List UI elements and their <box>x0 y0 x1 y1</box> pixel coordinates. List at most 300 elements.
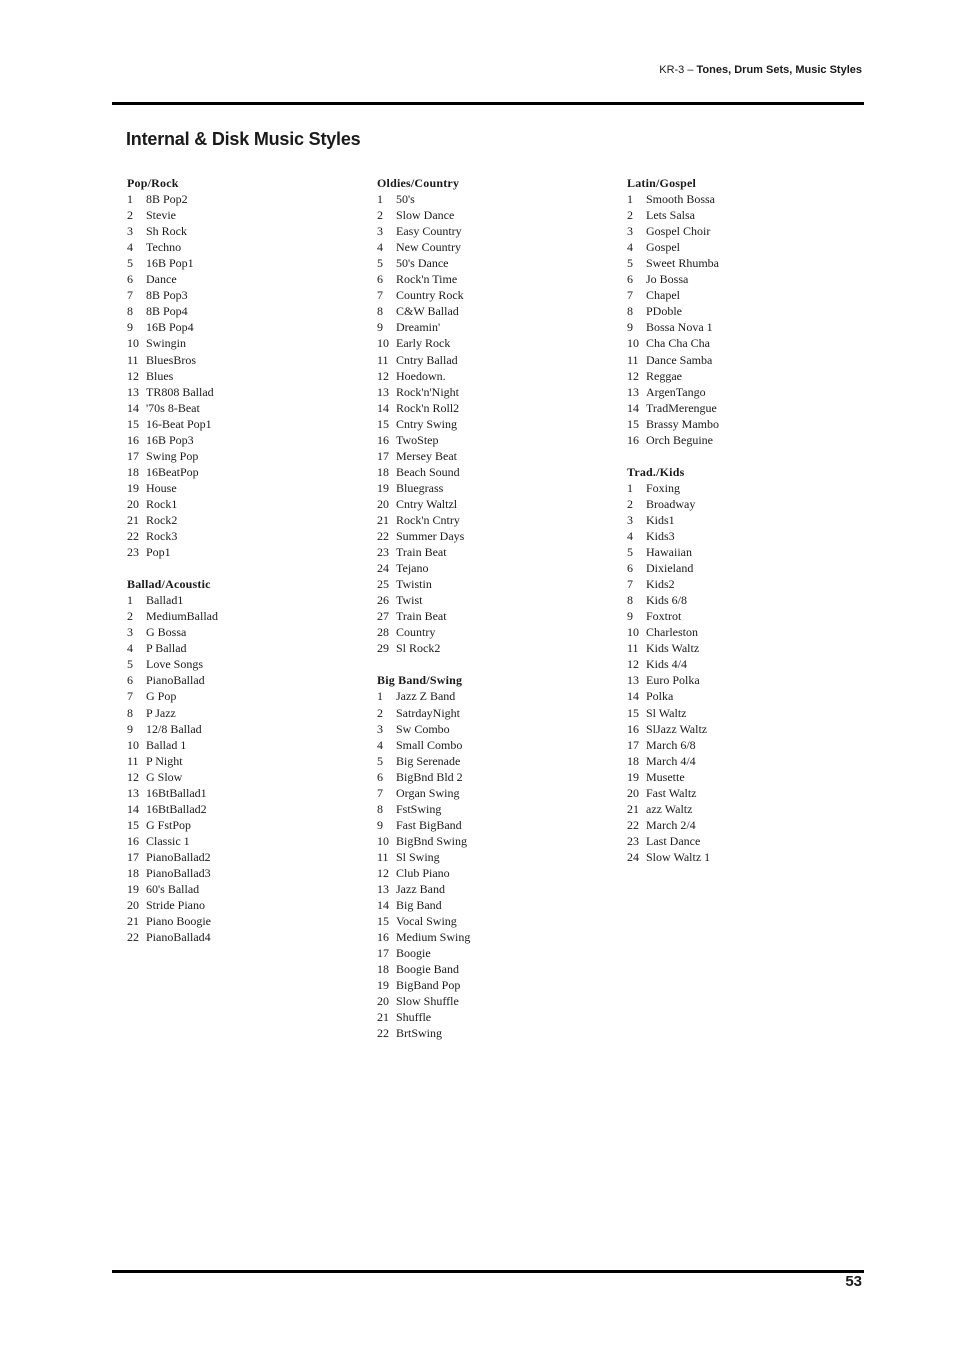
page-number: 53 <box>845 1273 862 1290</box>
column-1 <box>127 175 357 961</box>
style-row <box>377 271 607 287</box>
style-number: 3 <box>377 721 383 736</box>
style-row <box>627 207 857 223</box>
style-number: 14 <box>627 689 639 704</box>
style-row <box>377 287 607 303</box>
style-name: Slow Waltz 1 <box>646 849 711 864</box>
style-number: 16 <box>377 432 389 447</box>
style-number: 2 <box>377 208 383 223</box>
style-number: 12 <box>377 865 389 880</box>
style-row <box>127 913 357 929</box>
page-title: Internal & Disk Music Styles <box>126 129 361 149</box>
style-row <box>377 384 607 400</box>
style-row <box>127 769 357 785</box>
style-number: 21 <box>377 1010 389 1025</box>
style-number: 3 <box>627 512 633 527</box>
style-row <box>627 833 857 849</box>
style-row <box>377 881 607 897</box>
style-row <box>127 432 357 448</box>
style-name: Club Piano <box>396 865 450 880</box>
style-number: 3 <box>127 625 133 640</box>
style-name: Blues <box>146 368 174 383</box>
style-name: Tejano <box>396 561 429 576</box>
style-number: 7 <box>627 577 633 592</box>
style-name: Summer Days <box>396 529 465 544</box>
style-name: Easy Country <box>396 224 462 239</box>
style-name: Gospel <box>646 240 680 255</box>
style-number: 1 <box>627 192 633 207</box>
style-row <box>627 544 857 560</box>
style-name: House <box>146 480 177 495</box>
column-2 <box>377 175 607 1057</box>
style-row <box>127 464 357 480</box>
style-number: 3 <box>627 224 633 239</box>
style-name: BigBnd Swing <box>396 833 468 848</box>
style-name: P Ballad <box>146 641 187 656</box>
style-number: 2 <box>127 609 133 624</box>
style-row <box>377 400 607 416</box>
style-name: Fast Waltz <box>646 785 697 800</box>
style-row <box>627 480 857 496</box>
style-name: G Pop <box>146 689 177 704</box>
style-name: 50's Dance <box>396 256 449 271</box>
style-number: 14 <box>377 898 389 913</box>
style-name: Piano Boogie <box>146 914 211 929</box>
style-name: Pop1 <box>146 545 171 560</box>
style-row <box>377 945 607 961</box>
style-number: 7 <box>127 288 133 303</box>
style-row <box>627 672 857 688</box>
style-category <box>627 464 857 865</box>
style-row <box>127 881 357 897</box>
style-number: 14 <box>377 400 389 415</box>
style-number: 14 <box>627 400 639 415</box>
style-name: Early Rock <box>396 336 451 351</box>
style-number: 2 <box>627 496 633 511</box>
style-row <box>377 319 607 335</box>
style-name: Sweet Rhumba <box>646 256 719 271</box>
style-category <box>377 672 607 1041</box>
style-number: 15 <box>127 416 139 431</box>
bottom-rule <box>112 1270 864 1273</box>
style-row <box>377 849 607 865</box>
style-row <box>127 480 357 496</box>
style-row <box>127 833 357 849</box>
style-number: 10 <box>377 336 389 351</box>
style-row <box>627 416 857 432</box>
style-row <box>377 608 607 624</box>
style-name: Techno <box>146 240 182 255</box>
style-row <box>127 207 357 223</box>
style-row <box>127 753 357 769</box>
style-name: FstSwing <box>396 801 442 816</box>
style-name: Kids 4/4 <box>646 657 688 672</box>
style-name: TR808 Ballad <box>146 384 214 399</box>
style-number: 15 <box>627 416 639 431</box>
style-row <box>127 929 357 945</box>
category-heading: Trad./Kids <box>627 464 685 479</box>
style-number: 20 <box>627 785 639 800</box>
style-row <box>127 608 357 624</box>
style-name: Cntry Waltzl <box>396 496 458 511</box>
style-name: Fast BigBand <box>396 817 462 832</box>
style-number: 16 <box>127 432 139 447</box>
style-row <box>627 688 857 704</box>
style-row <box>377 448 607 464</box>
style-number: 5 <box>377 256 383 271</box>
style-number: 19 <box>377 480 389 495</box>
style-row <box>127 640 357 656</box>
style-row <box>127 335 357 351</box>
style-row <box>127 384 357 400</box>
style-row <box>127 721 357 737</box>
style-name: PDoble <box>646 304 682 319</box>
style-number: 11 <box>377 849 389 864</box>
style-row <box>377 352 607 368</box>
style-row <box>377 239 607 255</box>
style-name: 16B Pop4 <box>146 320 194 335</box>
style-row <box>377 737 607 753</box>
style-row <box>627 352 857 368</box>
style-name: Rock'n Time <box>396 272 458 287</box>
style-name: Lets Salsa <box>646 208 695 223</box>
style-number: 12 <box>627 368 639 383</box>
style-name: Slow Dance <box>396 208 455 223</box>
style-number: 9 <box>127 721 133 736</box>
style-name: Ballad1 <box>146 593 184 608</box>
style-name: 12/8 Ballad <box>146 721 202 736</box>
style-row <box>127 801 357 817</box>
style-name: 8B Pop3 <box>146 288 188 303</box>
style-name: Kids 6/8 <box>646 593 688 608</box>
style-number: 4 <box>627 240 633 255</box>
style-number: 13 <box>377 882 389 897</box>
style-name: Train Beat <box>396 545 447 560</box>
style-row <box>377 688 607 704</box>
style-name: March 4/4 <box>646 753 696 768</box>
style-row <box>627 624 857 640</box>
style-name: Musette <box>646 769 685 784</box>
style-row <box>627 785 857 801</box>
style-name: Country Rock <box>396 288 464 303</box>
top-rule <box>112 102 864 105</box>
style-row <box>377 432 607 448</box>
style-row <box>627 656 857 672</box>
style-number: 7 <box>377 288 383 303</box>
style-name: PianoBallad3 <box>146 865 211 880</box>
style-name: Hawaiian <box>646 545 692 560</box>
style-number: 8 <box>127 705 133 720</box>
style-name: Cntry Swing <box>396 416 458 431</box>
style-name: Shuffle <box>396 1010 432 1025</box>
style-name: 60's Ballad <box>146 882 200 897</box>
style-number: 25 <box>377 577 389 592</box>
style-number: 17 <box>377 448 389 463</box>
style-row <box>127 303 357 319</box>
style-name: Broadway <box>646 496 696 511</box>
style-name: Smooth Bossa <box>646 192 716 207</box>
style-number: 5 <box>127 256 133 271</box>
style-number: 11 <box>627 352 639 367</box>
style-row <box>627 737 857 753</box>
style-number: 11 <box>127 753 139 768</box>
style-row <box>377 416 607 432</box>
style-row <box>627 335 857 351</box>
style-number: 1 <box>377 192 383 207</box>
style-row <box>127 255 357 271</box>
style-number: 2 <box>377 705 383 720</box>
style-name: ArgenTango <box>646 384 706 399</box>
style-row <box>627 576 857 592</box>
style-name: Kids2 <box>646 577 675 592</box>
style-name: G Bossa <box>146 625 187 640</box>
style-row <box>627 721 857 737</box>
style-number: 11 <box>127 352 139 367</box>
style-name: Rock'n Roll2 <box>396 400 460 415</box>
style-name: New Country <box>396 240 461 255</box>
style-name: SatrdayNight <box>396 705 460 720</box>
style-row <box>127 223 357 239</box>
style-name: Boogie <box>396 946 431 961</box>
style-name: Swingin <box>146 336 187 351</box>
style-name: G Slow <box>146 769 183 784</box>
style-number: 13 <box>127 384 139 399</box>
style-number: 18 <box>627 753 639 768</box>
style-name: Cntry Ballad <box>396 352 458 367</box>
style-number: 9 <box>377 817 383 832</box>
style-number: 10 <box>377 833 389 848</box>
style-number: 16 <box>127 833 139 848</box>
style-row <box>127 688 357 704</box>
style-row <box>377 785 607 801</box>
style-number: 22 <box>627 817 639 832</box>
style-number: 1 <box>377 689 383 704</box>
style-name: 16BtBallad2 <box>146 801 207 816</box>
style-row <box>377 769 607 785</box>
style-row <box>377 464 607 480</box>
style-row <box>627 384 857 400</box>
style-name: PianoBallad <box>146 673 205 688</box>
style-row <box>627 753 857 769</box>
style-name: Kids1 <box>646 512 675 527</box>
style-number: 18 <box>377 962 389 977</box>
style-row <box>377 705 607 721</box>
style-row <box>377 335 607 351</box>
category-heading: Oldies/Country <box>377 176 460 190</box>
style-name: BigBnd Bld 2 <box>396 769 463 784</box>
style-name: Big Serenade <box>396 753 461 768</box>
category-heading: Latin/Gospel <box>627 176 697 190</box>
style-name: March 6/8 <box>646 737 696 752</box>
style-number: 6 <box>377 272 383 287</box>
style-row <box>127 319 357 335</box>
style-name: Sl Waltz <box>646 705 687 720</box>
style-name: Sw Combo <box>396 721 450 736</box>
style-row <box>377 368 607 384</box>
style-name: Classic 1 <box>146 833 190 848</box>
style-row <box>627 608 857 624</box>
style-row <box>377 255 607 271</box>
style-name: BluesBros <box>146 352 197 367</box>
style-name: Sl Swing <box>396 849 440 864</box>
style-number: 4 <box>627 528 633 543</box>
style-row <box>627 400 857 416</box>
style-row <box>127 705 357 721</box>
style-number: 13 <box>127 785 139 800</box>
style-row <box>127 544 357 560</box>
style-number: 4 <box>377 737 383 752</box>
style-row <box>377 496 607 512</box>
style-number: 8 <box>377 801 383 816</box>
style-name: Dance Samba <box>646 352 713 367</box>
style-row <box>377 913 607 929</box>
style-name: Cha Cha Cha <box>646 336 710 351</box>
style-row <box>627 640 857 656</box>
style-row <box>627 512 857 528</box>
style-name: Sh Rock <box>146 224 188 239</box>
style-name: Hoedown. <box>396 368 446 383</box>
style-name: Love Songs <box>146 657 203 672</box>
style-name: Vocal Swing <box>396 914 457 929</box>
style-name: Foxing <box>646 480 681 495</box>
style-row <box>627 271 857 287</box>
style-name: BigBand Pop <box>396 978 461 993</box>
style-number: 22 <box>127 529 139 544</box>
style-name: MediumBallad <box>146 609 218 624</box>
style-name: Jo Bossa <box>646 272 689 287</box>
style-number: 18 <box>377 464 389 479</box>
style-number: 11 <box>627 641 639 656</box>
style-number: 1 <box>127 192 133 207</box>
style-number: 1 <box>127 593 133 608</box>
style-number: 18 <box>127 865 139 880</box>
style-number: 9 <box>127 320 133 335</box>
style-name: 16B Pop3 <box>146 432 194 447</box>
style-number: 10 <box>627 625 639 640</box>
style-name: '70s 8-Beat <box>146 400 200 415</box>
style-number: 16 <box>627 721 639 736</box>
style-number: 28 <box>377 625 389 640</box>
style-number: 5 <box>627 256 633 271</box>
style-row <box>127 592 357 608</box>
style-name: Train Beat <box>396 609 447 624</box>
style-row <box>627 769 857 785</box>
style-row <box>377 977 607 993</box>
header-section: Tones, Drum Sets, Music Styles <box>696 64 862 76</box>
style-number: 5 <box>627 545 633 560</box>
style-number: 12 <box>377 368 389 383</box>
style-name: Brassy Mambo <box>646 416 719 431</box>
style-row <box>627 496 857 512</box>
style-row <box>127 416 357 432</box>
style-name: Bossa Nova 1 <box>646 320 713 335</box>
style-name: P Night <box>146 753 183 768</box>
style-number: 16 <box>627 432 639 447</box>
style-name: Chapel <box>646 288 680 303</box>
style-number: 15 <box>377 914 389 929</box>
style-name: SlJazz Waltz <box>646 721 708 736</box>
style-name: Stride Piano <box>146 898 205 913</box>
style-row <box>377 1025 607 1041</box>
style-row <box>377 207 607 223</box>
style-row <box>127 191 357 207</box>
style-number: 22 <box>377 529 389 544</box>
style-name: Euro Polka <box>646 673 700 688</box>
style-number: 6 <box>627 272 633 287</box>
style-row <box>127 817 357 833</box>
style-number: 20 <box>127 898 139 913</box>
style-number: 23 <box>377 545 389 560</box>
style-number: 9 <box>377 320 383 335</box>
style-number: 19 <box>377 978 389 993</box>
style-row <box>127 287 357 303</box>
style-name: Big Band <box>396 898 442 913</box>
style-name: Stevie <box>146 208 176 223</box>
style-number: 22 <box>377 1026 389 1041</box>
style-row <box>627 303 857 319</box>
style-name: C&W Ballad <box>396 304 459 319</box>
style-name: 16BeatPop <box>146 464 199 479</box>
style-number: 20 <box>127 496 139 511</box>
style-row <box>627 528 857 544</box>
style-name: Kids Waltz <box>646 641 700 656</box>
style-name: Beach Sound <box>396 464 460 479</box>
style-name: Last Dance <box>646 833 701 848</box>
style-number: 4 <box>127 240 133 255</box>
style-number: 13 <box>377 384 389 399</box>
style-name: TradMerengue <box>646 400 717 415</box>
style-row <box>127 400 357 416</box>
style-number: 21 <box>377 512 389 527</box>
style-name: Rock'n Cntry <box>396 512 460 527</box>
style-name: Gospel Choir <box>646 224 711 239</box>
style-row <box>127 448 357 464</box>
style-number: 7 <box>377 785 383 800</box>
style-name: Reggae <box>646 368 682 383</box>
style-row <box>377 303 607 319</box>
style-row <box>377 223 607 239</box>
category-heading: Ballad/Acoustic <box>127 577 211 592</box>
style-number: 14 <box>127 801 139 816</box>
style-name: March 2/4 <box>646 817 696 832</box>
style-number: 5 <box>127 657 133 672</box>
style-name: 16BtBallad1 <box>146 785 207 800</box>
style-row <box>627 319 857 335</box>
style-name: 50's <box>396 192 415 207</box>
style-row <box>627 817 857 833</box>
style-number: 6 <box>627 561 633 576</box>
style-row <box>127 672 357 688</box>
style-number: 3 <box>127 224 133 239</box>
style-number: 17 <box>377 946 389 961</box>
style-number: 6 <box>127 673 133 688</box>
style-number: 8 <box>627 593 633 608</box>
style-number: 22 <box>127 930 139 945</box>
style-name: Swing Pop <box>146 448 199 463</box>
style-number: 21 <box>627 801 639 816</box>
style-number: 15 <box>627 705 639 720</box>
style-row <box>377 993 607 1009</box>
style-number: 21 <box>127 512 139 527</box>
style-row <box>377 624 607 640</box>
style-name: Jazz Band <box>396 882 445 897</box>
style-row <box>627 239 857 255</box>
header-model: KR-3 – <box>659 64 697 76</box>
style-number: 2 <box>627 208 633 223</box>
style-name: BrtSwing <box>396 1026 443 1041</box>
style-row <box>127 785 357 801</box>
style-name: Twistin <box>396 577 432 592</box>
